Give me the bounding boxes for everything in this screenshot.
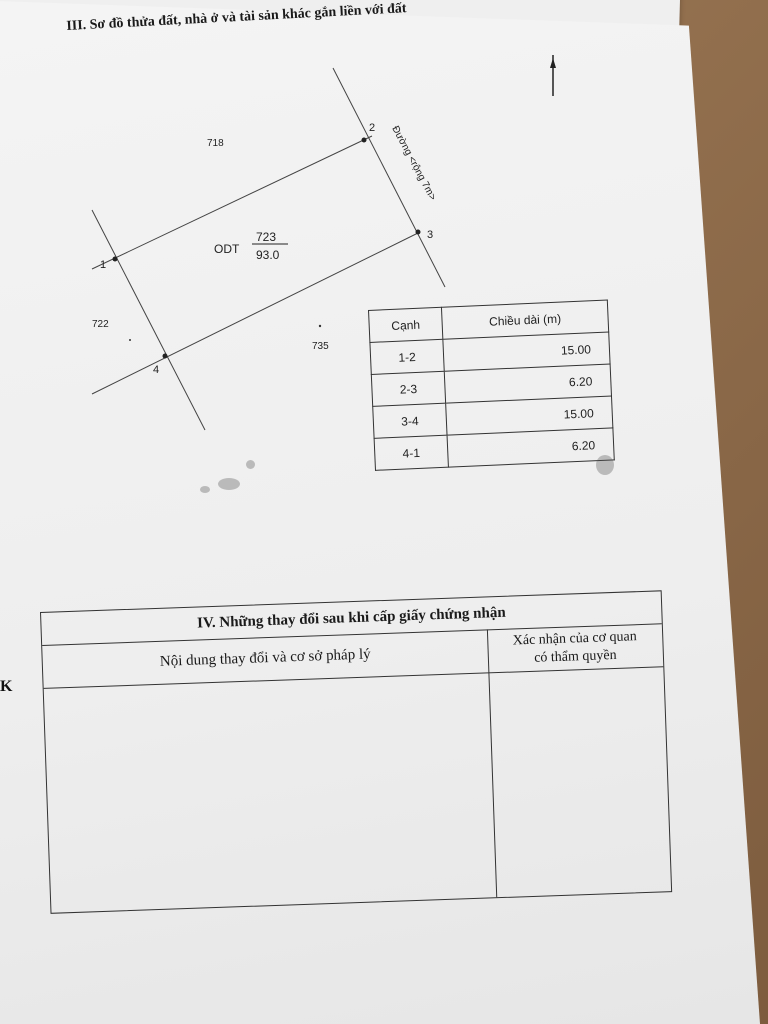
ink-smudge	[218, 478, 240, 490]
changes-table	[40, 590, 672, 914]
edge-cell: 3-4	[373, 403, 447, 438]
col-header-length: Chiều dài (m)	[441, 300, 608, 339]
edge-length-table	[368, 300, 615, 471]
length-cell: 15.00	[446, 396, 613, 435]
parcel-type: ODT	[214, 242, 240, 256]
road-label: Đường <rộng 7m>	[389, 124, 438, 203]
vertex-label-4: 4	[153, 364, 160, 376]
authority-line-2: có thẩm quyền	[533, 647, 617, 666]
parcel-area: 93.0	[256, 248, 280, 262]
edge-cell: 2-3	[371, 371, 445, 406]
section-iii-title: III. Sơ đồ thửa đất, nhà ở và tài sản khác gắn liền với đất	[66, 1, 407, 34]
ink-smudge	[200, 486, 210, 493]
col-header-edge: Cạnh	[369, 307, 443, 342]
column-divider	[487, 629, 497, 897]
north-arrow-icon	[550, 55, 556, 96]
col-header-authority-confirmation	[487, 627, 663, 669]
margin-text: K	[0, 678, 13, 695]
edge-cell: 4-1	[374, 435, 448, 470]
vertex-1	[113, 257, 118, 262]
authority-line-1: Xác nhận của cơ quan	[512, 629, 637, 649]
edge-cell: 1-2	[370, 339, 444, 374]
section-iv-title: IV. Những thay đổi sau khi cấp giấy chứng nhận	[41, 591, 662, 646]
boundary-line-1-4	[92, 210, 205, 430]
vertex-label-1: 1	[100, 259, 107, 271]
length-cell: 15.00	[443, 332, 610, 371]
vertex-4	[163, 354, 168, 359]
neighbor-parcel-735: 735	[312, 341, 329, 352]
length-cell: 6.20	[444, 364, 611, 403]
vertex-label-2: 2	[369, 122, 376, 134]
neighbor-parcel-722: 722	[92, 319, 109, 330]
neighbor-parcel-718: 718	[207, 138, 224, 149]
length-cell: 6.20	[447, 428, 614, 467]
vertex-3	[416, 230, 421, 235]
vertex-2	[362, 138, 367, 143]
parcel-number: 723	[256, 230, 277, 244]
ink-smudge	[246, 460, 255, 469]
ink-smudge	[596, 455, 614, 475]
vertex-label-3: 3	[427, 229, 434, 241]
col-header-change-content: Nội dung thay đổi và cơ sở pháp lý	[159, 646, 371, 670]
